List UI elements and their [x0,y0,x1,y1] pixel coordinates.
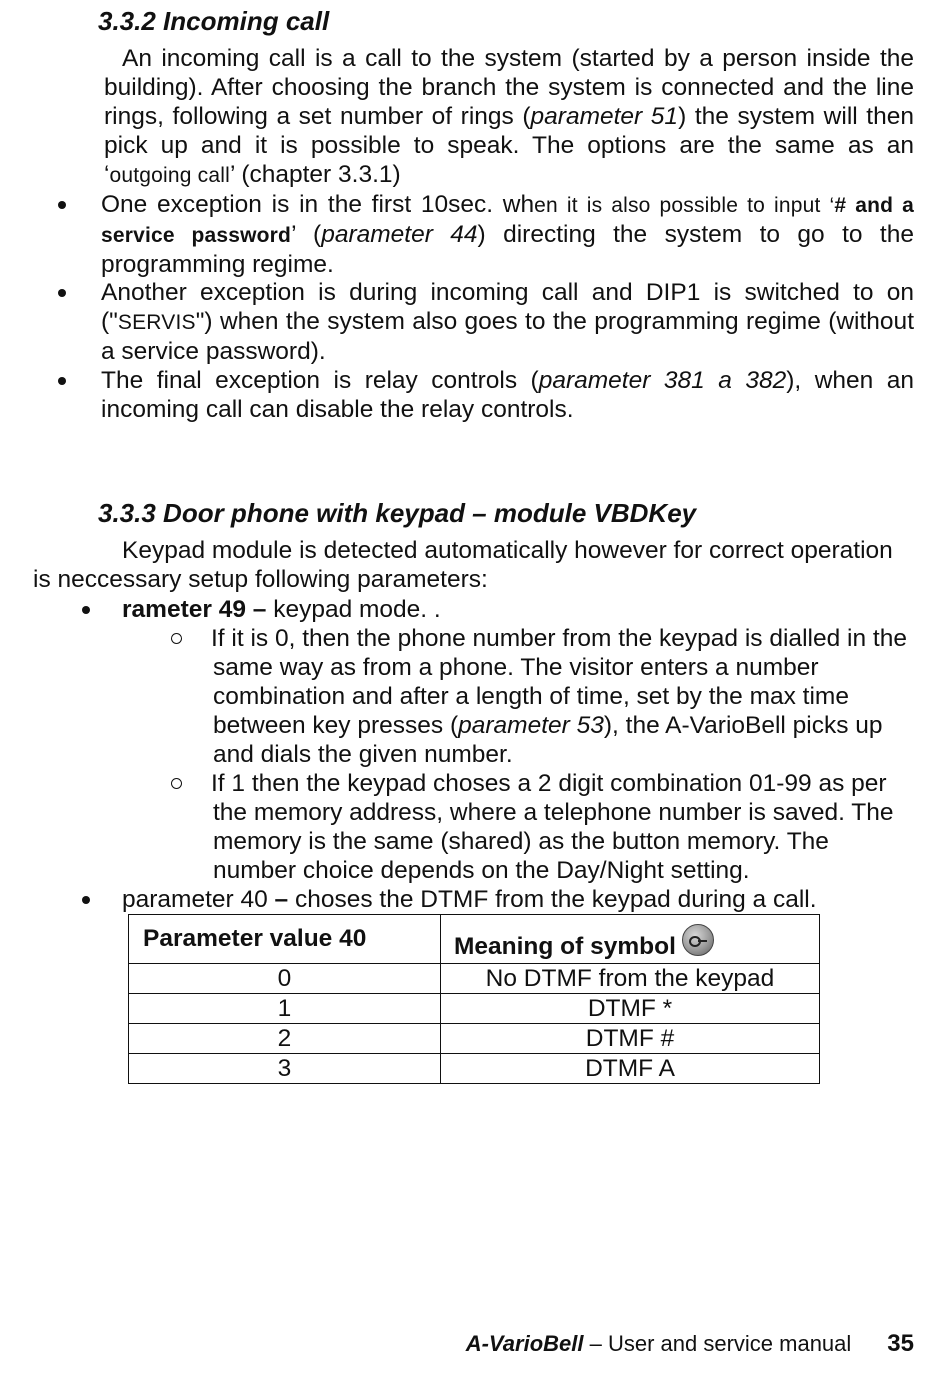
cell-meaning: DTMF A [441,1054,820,1084]
circle-bullet-icon [171,633,182,644]
table-row [129,1024,820,1054]
circle-bullet-icon [171,778,182,789]
section-heading-incoming-call: 3.3.2 Incoming call [98,6,330,36]
cell-meaning: DTMF * [441,994,820,1024]
subbullet-mode-1: If 1 then the keypad choses a 2 digit combination 01-99 as per the memory address, where a telephone number is saved. The memory is the same (shared) as the button memory. The number choice depends on the Day/Night setting. [213,769,913,885]
header-meaning-of-symbol: Meaning of symbol [441,915,820,964]
page-number: 35 [887,1330,914,1357]
keypad-intro-line-1: Keypad module is detected automatically however for correct operation [122,537,893,564]
bullet-dot-icon [82,606,90,614]
cell-value: 0 [129,964,441,994]
page-footer [466,1329,914,1358]
table-row [129,1054,820,1084]
incoming-call-intro-paragraph: An incoming call is a call to the system (started by a person inside the building). After choosing the branch the system is connected and the line rings, following a set number of rings (parameter 51) the system will then pick up and it is possible to speak. The options are the same as an ‘outgoing call’ (chapter 3.3.1) [104,45,914,188]
subbullet-mode-0: If it is 0, then the phone number from the keypad is dialled in the same way as from a phone. The visitor enters a number combination and after a length of time, set by the max time between key presses (parameter 53), the A-VarioBell picks up and dials the given number. [213,624,913,769]
parameter-40-table [128,914,820,1084]
footer-title: – User and service manual [583,1331,852,1356]
bullet-parameter-49: rameter 49 – keypad mode. . [122,595,922,624]
cell-value: 3 [129,1054,441,1084]
cell-meaning: DTMF # [441,1024,820,1054]
bullet-dot-icon [58,201,66,209]
footer-brand: A-VarioBell [465,1331,584,1356]
bullet-first-10sec-exception: One exception is in the first 10sec. when it is also possible to input ‘# and a service password’ (parameter 44) directing the system to go to the programming regime. [101,190,914,279]
bullet-dip1-exception: Another exception is during incoming call and DIP1 is switched to on ("SERVIS") when the system also goes to the programming regime (without a service password). [101,278,914,366]
table-header-row [129,915,820,964]
bullet-dot-icon [82,896,90,904]
table-row [129,994,820,1024]
bullet-parameter-40: parameter 40 – choses the DTMF from the keypad during a call. [122,885,922,914]
bullet-dot-icon [58,377,66,385]
keypad-intro-line-2: is neccessary setup following parameters: [33,566,488,593]
cell-value: 1 [129,994,441,1024]
bullet-dot-icon [58,289,66,297]
key-symbol-icon [682,924,714,956]
table-row [129,964,820,994]
cell-meaning: No DTMF from the keypad [441,964,820,994]
bullet-relay-controls-exception: The final exception is relay controls (parameter 381 a 382), when an incoming call can disable the relay controls. [101,366,914,424]
cell-value: 2 [129,1024,441,1054]
header-parameter-value: Parameter value 40 [129,915,441,964]
section-heading-door-phone-keypad: 3.3.3 Door phone with keypad – module VBDKey [98,498,697,528]
